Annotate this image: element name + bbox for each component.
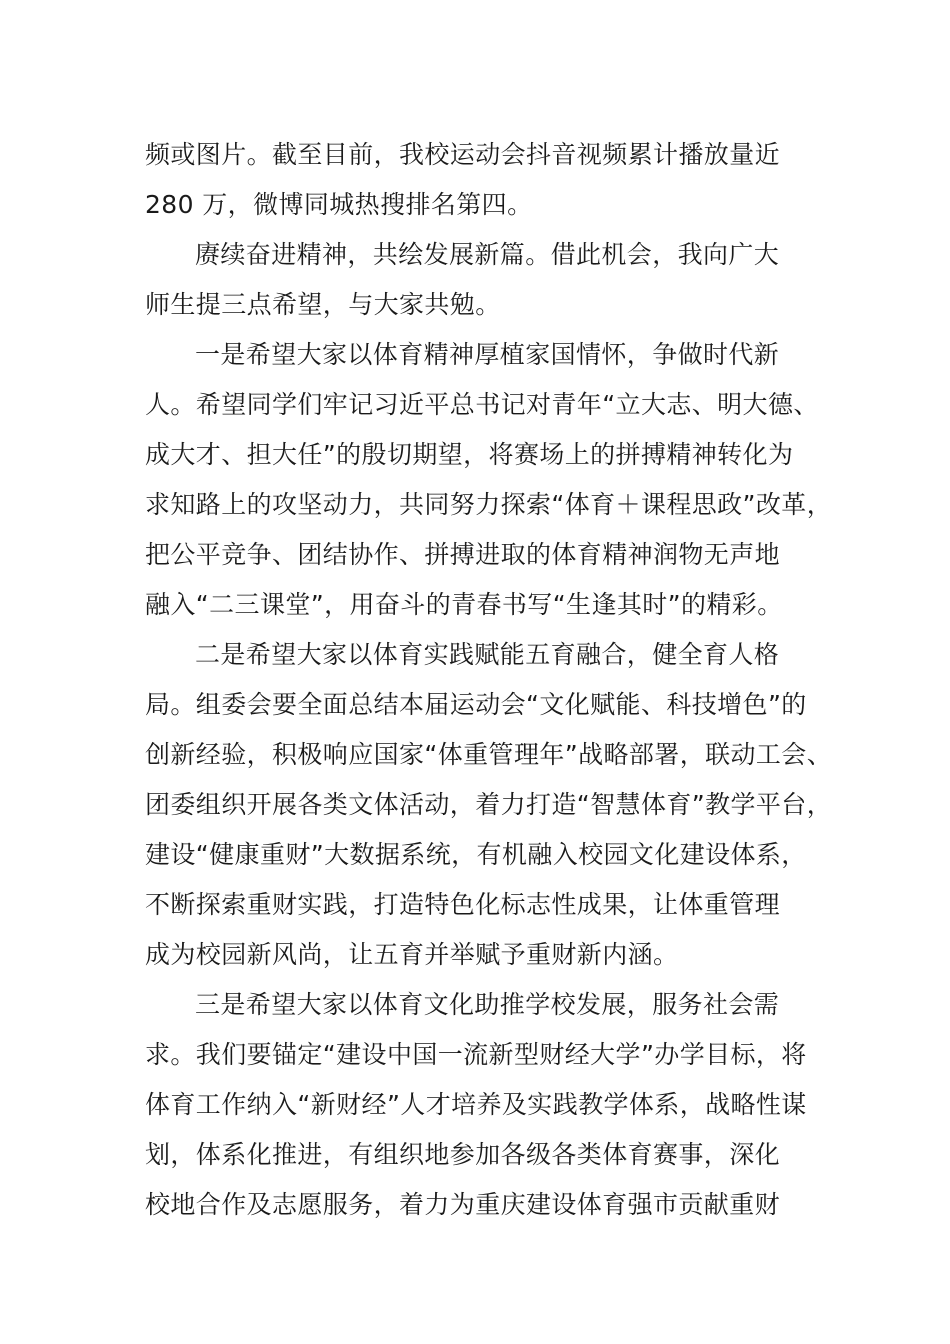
text-line: 成大才、担大任”的殷切期望，将赛场上的拼搏精神转化为 (145, 440, 794, 469)
document-body (145, 130, 835, 1230)
text-line: 师生提三点希望，与大家共勉。 (145, 290, 501, 319)
text-line: 创新经验，积极响应国家“体重管理年”战略部署，联动工会、 (145, 740, 833, 769)
text-line: 校地合作及志愿服务，着力为重庆建设体育强市贡献重财 (145, 1190, 781, 1219)
paragraph-first-line: 三是希望大家以体育文化助推学校发展，服务社会需 (195, 990, 780, 1019)
text-line: 把公平竞争、团结协作、拼搏进取的体育精神润物无声地 (145, 540, 781, 569)
text-line: 体育工作纳入“新财经”人才培养及实践教学体系，战略性谋 (145, 1090, 807, 1119)
text-line: 280 万，微博同城热搜排名第四。 (145, 190, 533, 219)
text-line: 划，体系化推进，有组织地参加各级各类体育赛事，深化 (145, 1140, 781, 1169)
text-line: 求知路上的攻坚动力，共同努力探索“体育＋课程思政”改革， (145, 490, 833, 519)
paragraph-first-line: 赓续奋进精神，共绘发展新篇。借此机会，我向广大 (195, 240, 780, 269)
text-line: 局。组委会要全面总结本届运动会“文化赋能、科技增色”的 (145, 690, 807, 719)
text-line: 建设“健康重财”大数据系统，有机融入校园文化建设体系， (145, 840, 807, 869)
text-line: 融入“二三课堂”，用奋斗的青春书写“生逢其时”的精彩。 (145, 590, 783, 619)
text-line: 求。我们要锚定“建设中国一流新型财经大学”办学目标，将 (145, 1040, 807, 1069)
text-line: 不断探索重财实践，打造特色化标志性成果，让体重管理 (145, 890, 781, 919)
text-line: 人。希望同学们牢记习近平总书记对青年“立大志、明大德、 (145, 390, 819, 419)
text-line: 团委组织开展各类文体活动，着力打造“智慧体育”教学平台， (145, 790, 833, 819)
text-line: 成为校园新风尚，让五育并举赋予重财新内涵。 (145, 940, 679, 969)
paragraph-first-line: 二是希望大家以体育实践赋能五育融合，健全育人格 (195, 640, 780, 669)
paragraph-first-line: 一是希望大家以体育精神厚植家国情怀，争做时代新 (195, 340, 780, 369)
text-line: 频或图片。截至目前，我校运动会抖音视频累计播放量近 (145, 140, 781, 169)
